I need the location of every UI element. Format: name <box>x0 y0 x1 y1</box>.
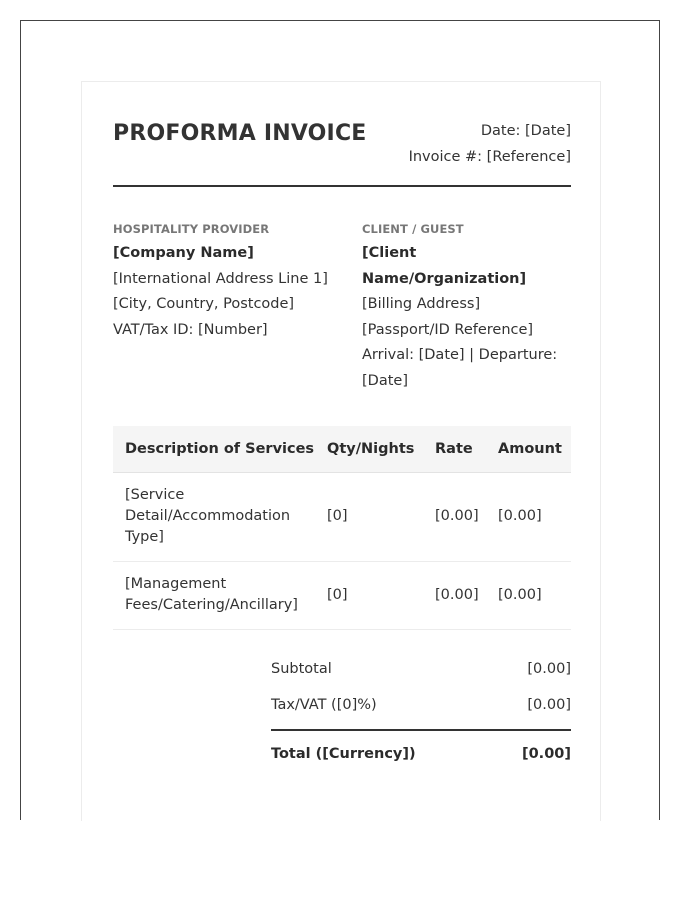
tax-value: [0.00] <box>527 696 571 713</box>
provider-block <box>113 220 348 343</box>
invoice-header <box>113 118 571 187</box>
row-amount: [0.00] <box>486 472 571 561</box>
row-rate: [0.00] <box>423 561 486 629</box>
header-amount: Amount <box>486 426 571 472</box>
invoice-number: Invoice #: [Reference] <box>408 149 571 165</box>
subtotal-row <box>271 651 571 687</box>
invoice-document <box>81 81 601 821</box>
total-row <box>271 729 571 777</box>
provider-address: [International Address Line 1] <box>113 270 328 287</box>
table-row <box>113 472 571 561</box>
client-passport-id: [Passport/ID Reference] <box>362 321 534 338</box>
invoice-date: Date: [Date] <box>480 123 571 139</box>
row-qty: [0] <box>315 561 423 629</box>
tax-label: Tax/VAT ([0]%) <box>271 696 377 713</box>
client-name: [Client Name/Organization] <box>362 245 527 287</box>
parties-section <box>113 220 571 426</box>
provider-city: [City, Country, Postcode] <box>113 296 295 313</box>
header-rate: Rate <box>423 426 486 472</box>
table-header-row <box>113 426 571 472</box>
invoice-meta <box>409 118 571 170</box>
invoice-title: PROFORMA INVOICE <box>113 121 367 146</box>
header-description: Description of Services <box>113 426 315 472</box>
row-description: [Management Fees/Catering/Ancillary] <box>113 561 315 629</box>
provider-name: [Company Name] <box>113 245 254 261</box>
header-qty: Qty/Nights <box>315 426 423 472</box>
client-billing-address: [Billing Address] <box>362 296 481 313</box>
subtotal-label: Subtotal <box>271 660 332 677</box>
row-qty: [0] <box>315 472 423 561</box>
row-amount: [0.00] <box>486 561 571 629</box>
total-label: Total ([Currency]) <box>271 745 416 762</box>
table-row <box>113 561 571 629</box>
provider-heading: HOSPITALITY PROVIDER <box>113 222 270 236</box>
invoice-content <box>113 118 571 777</box>
total-value: [0.00] <box>521 745 571 762</box>
row-description: [Service Detail/Accommodation Type] <box>113 472 315 561</box>
subtotal-value: [0.00] <box>527 660 571 677</box>
client-block <box>362 220 571 395</box>
client-stay-dates: Arrival: [Date] | Departure: [Date] <box>362 347 558 389</box>
row-rate: [0.00] <box>423 472 486 561</box>
provider-tax-id: VAT/Tax ID: [Number] <box>113 321 268 338</box>
tax-row <box>271 687 571 723</box>
services-table <box>113 426 571 630</box>
client-heading: CLIENT / GUEST <box>362 222 464 236</box>
totals-section <box>271 651 571 777</box>
